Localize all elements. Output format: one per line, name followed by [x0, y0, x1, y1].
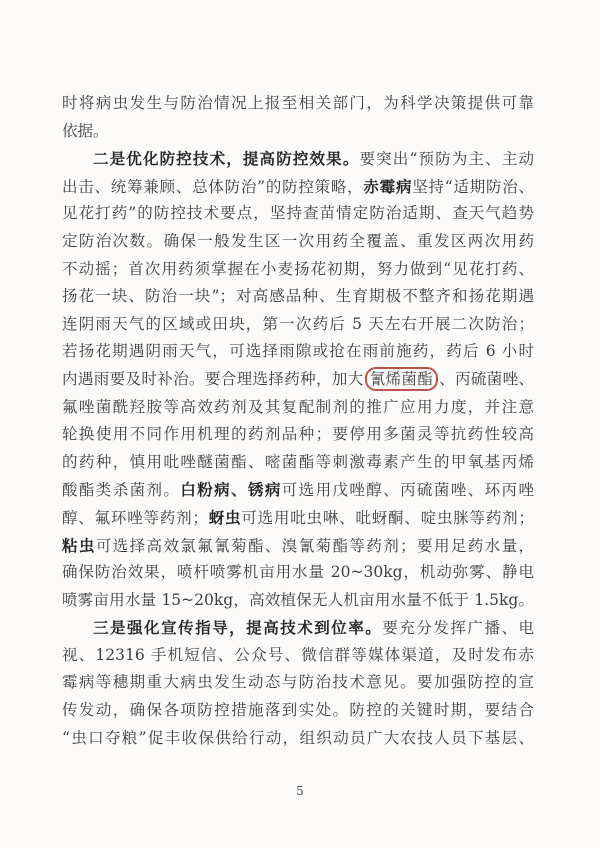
text-segment: 要突出“预防为主、主动: [359, 150, 534, 169]
text-segment: 扬花一块、防治一块”；对高感品种、生育期极不整齐和扬花期遇: [62, 287, 534, 306]
text-segment: 、丙硫菌唑、: [439, 369, 534, 388]
text-segment: 定防治次数。确保一般发生区一次用药全覆盖、重发区两次用药: [62, 231, 534, 250]
text-segment: “虫口夺粮”促丰收保供给行动，组织动员广大农技人员下基层、: [62, 728, 534, 747]
bold-term-aphid: 蚜虫: [207, 507, 242, 527]
bold-heading: 三是强化宣传指导，提高技术到位率。: [93, 618, 383, 638]
page-number: 5: [296, 784, 304, 798]
text-line: [62, 200, 534, 228]
text-line: [62, 642, 534, 670]
text-line: [62, 697, 534, 725]
text-segment: 可选用戊唑醇、丙硫菌唑、环丙唑: [281, 481, 534, 500]
red-box-annotation: 氰烯菌酯: [365, 367, 439, 391]
text-segment: 依据。: [62, 121, 109, 140]
text-line: [62, 228, 534, 256]
text-segment: 坚持“适期防治、: [412, 177, 534, 196]
bold-term-armyworm: 粘虫: [62, 535, 96, 555]
text-line: [62, 311, 534, 339]
text-segment: 要充分发挥广播、电: [382, 619, 534, 638]
text-line: [62, 366, 534, 394]
text-segment: 喷雾亩用水量 15~20kg，高效植保无人机亩用水量不低于 1.5kg。: [62, 590, 534, 609]
text-segment: 霉病等穗期重大病虫发生动态与防治技术意见。要加强防控的宣: [62, 673, 534, 692]
text-segment: 醇、氟环唑等药剂；: [62, 508, 208, 527]
text-segment: 若扬花期遇阴雨天气，可选择雨隙或抢在雨前施药，药后 6 小时: [62, 342, 534, 361]
text-segment: 不动摇；首次用药须掌握在小麦扬花初期，努力做到“见花打药、: [62, 259, 534, 278]
text-line: [62, 587, 534, 615]
text-line: [62, 532, 534, 560]
bold-term-scab: 赤霉病: [363, 176, 413, 196]
text-segment: 见花打药”的防控技术要点，坚持查苗情定防治适期、查天气趋势: [62, 204, 534, 223]
text-line: [62, 338, 534, 366]
text-line: [62, 559, 534, 587]
text-segment: 出击、统筹兼顾、总体防治”的防控策略，: [62, 177, 364, 196]
text-segment: 可选择高效氯氟氰菊酯、溴氰菊酯等药剂；要用足药水量，: [95, 536, 534, 555]
text-segment: 可选用吡虫啉、吡蚜酮、啶虫脒等药剂；: [241, 508, 534, 527]
bold-term-mildew-rust: 白粉病、锈病: [180, 480, 282, 500]
text-segment: 酸酯类杀菌剂。: [62, 481, 181, 500]
text-line: [62, 283, 534, 311]
bold-heading: 二是优化防控技术，提高防控效果。: [93, 149, 360, 169]
text-line: [62, 118, 534, 146]
text-line: [62, 476, 534, 504]
text-line: [62, 90, 534, 118]
text-segment: 连阴雨天气的区域或田块，第一次药后 5 天左右开展二次防治；: [62, 314, 534, 333]
text-line: [62, 173, 534, 201]
text-line: [62, 256, 534, 284]
text-line-paragraph-2-start: [62, 145, 534, 173]
text-segment: 传发动，确保各项防控措施落到实处。防控的关键时期，要结合: [62, 701, 534, 720]
text-line: [62, 421, 534, 449]
text-segment: 确保防治效果，喷杆喷雾机亩用水量 20~30kg，机动弥雾、静电: [62, 563, 534, 582]
text-segment: 视、12316 手机短信、公众号、微信群等媒体渠道，及时发布赤: [62, 645, 534, 664]
text-segment: 氟唑菌酰羟胺等高效药剂及其复配制剂的推广应用力度，并注意: [62, 397, 534, 416]
text-line: [62, 725, 534, 753]
text-line: [62, 504, 534, 532]
text-segment: 时将病虫发生与防治情况上报至相关部门，为科学决策提供可靠: [62, 94, 534, 112]
text-segment: 内遇雨要及时补治。要合理选择药种，加大: [62, 369, 364, 388]
text-segment: 的药种，慎用吡唑醚菌酯、嘧菌酯等刺激毒素产生的甲氧基丙烯: [62, 452, 534, 471]
text-line-paragraph-3-start: [62, 614, 534, 642]
text-line: [62, 669, 534, 697]
text-line: [62, 449, 534, 477]
document-body: [62, 90, 534, 752]
text-segment: 轮换使用不同作用机理的药剂品种；要停用多菌灵等抗药性较高: [62, 425, 534, 444]
text-line: [62, 394, 534, 422]
